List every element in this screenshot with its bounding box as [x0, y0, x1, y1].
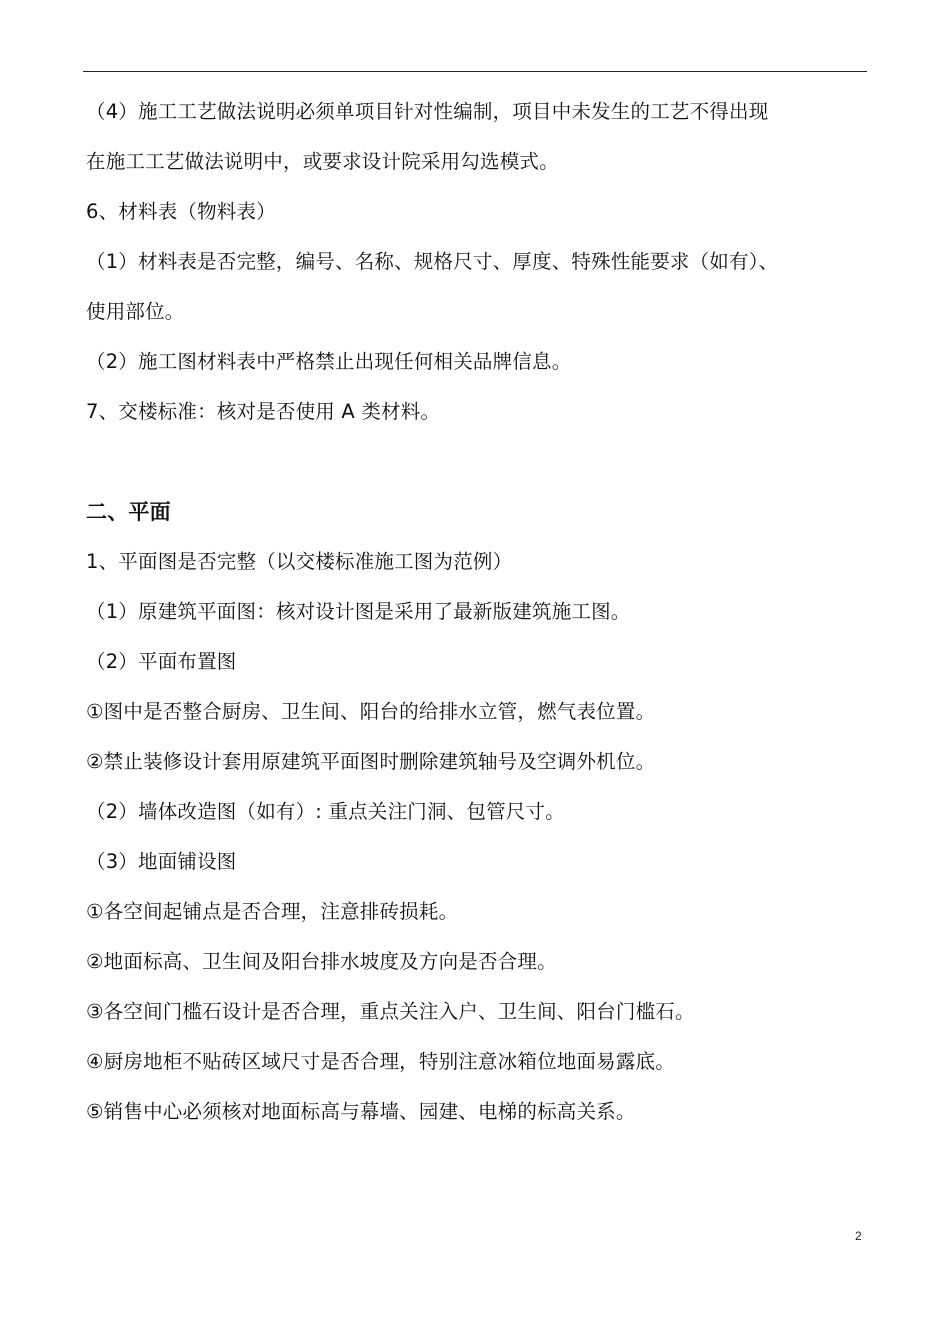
paragraph-line: 1、平面图是否完整（以交楼标准施工图为范例）: [86, 550, 513, 573]
paragraph-line: ②地面标高、卫生间及阳台排水坡度及方向是否合理。: [86, 950, 557, 973]
paragraph-line: ③各空间门槛石设计是否合理，重点关注入户、卫生间、阳台门槛石。: [86, 1000, 695, 1023]
document-body: [86, 100, 876, 1150]
header-rule: [83, 71, 867, 72]
paragraph-line: ①各空间起铺点是否合理，注意排砖损耗。: [86, 900, 459, 923]
paragraph-line: 6、材料表（物料表）: [86, 200, 276, 223]
paragraph-line: （2）墙体改造图（如有）: 重点关注门洞、包管尺寸。: [86, 800, 565, 823]
paragraph-line: ①图中是否整合厨房、卫生间、阳台的给排水立管，燃气表位置。: [86, 700, 656, 723]
section-spacer: [86, 450, 876, 500]
paragraph-line: （1）原建筑平面图：核对设计图是采用了最新版建筑施工图。: [86, 600, 631, 623]
section-heading: 二、平面: [86, 500, 171, 524]
paragraph-line: 在施工工艺做法说明中，或要求设计院采用勾选模式。: [86, 150, 559, 173]
paragraph-line: （3）地面铺设图: [86, 850, 237, 873]
paragraph-line: （2）平面布置图: [86, 650, 237, 673]
paragraph-line: （2）施工图材料表中严格禁止出现任何相关品牌信息。: [86, 350, 572, 373]
paragraph-line: ④厨房地柜不贴砖区域尺寸是否合理，特别注意冰箱位地面易露底。: [86, 1050, 675, 1073]
paragraph-line: ⑤销售中心必须核对地面标高与幕墙、园建、电梯的标高关系。: [86, 1100, 636, 1123]
paragraph-line: ②禁止装修设计套用原建筑平面图时删除建筑轴号及空调外机位。: [86, 750, 656, 773]
page-number: 2: [855, 1229, 862, 1243]
paragraph-line: 7、交楼标准：核对是否使用 A 类材料。: [86, 400, 441, 423]
paragraph-line: （1）材料表是否完整，编号、名称、规格尺寸、厚度、特殊性能要求（如有）、: [86, 250, 779, 273]
paragraph-line: 使用部位。: [86, 300, 185, 323]
paragraph-line: （4）施工工艺做法说明必须单项目针对性编制，项目中未发生的工艺不得出现: [86, 100, 769, 123]
